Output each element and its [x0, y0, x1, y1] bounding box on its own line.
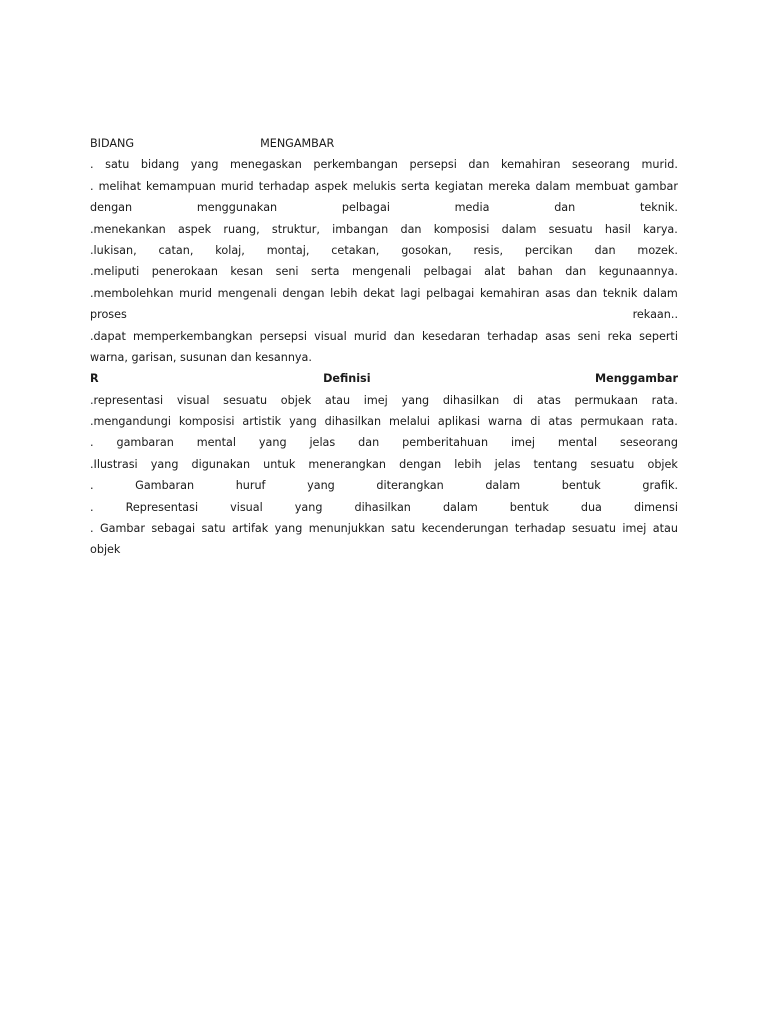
word: aplikasi	[437, 415, 481, 429]
word: Gambaran	[135, 479, 195, 493]
word: pelbagai	[423, 265, 472, 279]
word: percikan	[524, 243, 573, 257]
word: terhadap	[258, 179, 310, 193]
document-body	[90, 133, 678, 561]
word: dan	[400, 222, 422, 236]
word: artifak	[232, 522, 269, 536]
word: yang	[274, 522, 303, 536]
word: Menggambar	[595, 372, 678, 386]
word: terhadap	[514, 522, 566, 536]
word: menegaskan	[230, 158, 302, 172]
word: yang	[150, 457, 179, 471]
document-heading	[90, 133, 678, 154]
word: yang	[294, 500, 323, 514]
word: imej	[622, 522, 647, 536]
word: komposisi	[433, 222, 490, 236]
text-line	[90, 283, 678, 304]
word: menunjukkan	[308, 522, 385, 536]
word: .dapat	[90, 329, 126, 343]
word: dengan	[399, 457, 442, 471]
word: bentuk	[561, 479, 601, 493]
word: murid	[179, 286, 212, 300]
word: dan	[594, 243, 616, 257]
word: kecenderungan	[421, 522, 509, 536]
word: mental	[557, 436, 598, 450]
text-line	[90, 240, 678, 261]
word: objek	[90, 543, 121, 557]
word: dimensi	[633, 500, 678, 514]
word: imbangan	[332, 222, 389, 236]
word: kegiatan	[434, 179, 484, 193]
text-line	[90, 539, 678, 560]
word: objek	[280, 393, 312, 407]
text-line	[90, 219, 678, 240]
word: sesuatu	[590, 457, 635, 471]
word: perkembangan	[313, 158, 398, 172]
word: R	[90, 372, 99, 386]
word: kegunaannya.	[598, 265, 678, 279]
word: Gambar	[99, 522, 145, 536]
section-heading	[90, 368, 678, 389]
word: dengan	[282, 286, 325, 300]
text-line	[90, 304, 678, 325]
word: mental	[196, 436, 236, 450]
word: dalam	[501, 222, 537, 236]
word: .	[90, 500, 94, 514]
word: .menekankan	[90, 222, 166, 236]
word: mengenali	[352, 265, 412, 279]
word: sesuatu	[223, 393, 268, 407]
text-line	[90, 475, 678, 496]
word: dihasilkan	[442, 393, 500, 407]
word: dan	[358, 436, 380, 450]
word: teknik.	[639, 201, 678, 215]
word: kesannya.	[255, 350, 312, 364]
word: .mengandungi	[90, 415, 171, 429]
word: bahan	[517, 265, 553, 279]
word: ruang,	[223, 222, 260, 236]
word: atas	[548, 415, 573, 429]
word: jelas	[309, 436, 336, 450]
word: karya.	[643, 222, 678, 236]
word: serta	[401, 179, 430, 193]
word: alat	[484, 265, 506, 279]
word: warna	[488, 415, 523, 429]
text-line	[90, 326, 678, 347]
word: Definisi	[323, 372, 371, 386]
word: satu	[391, 522, 416, 536]
word: dan	[393, 329, 415, 343]
word: yang	[401, 393, 430, 407]
word: teknik	[602, 286, 638, 300]
word: dan	[565, 265, 587, 279]
word: kemahiran	[501, 158, 561, 172]
word: gambar	[634, 179, 678, 193]
word: dan	[468, 158, 490, 172]
text-line	[90, 347, 678, 368]
word: dekat	[363, 286, 395, 300]
word: bidang	[140, 158, 180, 172]
word: cetakan,	[331, 243, 380, 257]
word: atau	[652, 522, 678, 536]
word: kemampuan	[146, 179, 216, 193]
word: dan	[554, 201, 576, 215]
word: serta	[310, 265, 340, 279]
word: pelbagai	[341, 201, 390, 215]
word: kolaj,	[215, 243, 245, 257]
word: garisan,	[131, 350, 177, 364]
word: reka	[607, 329, 633, 343]
word: resis,	[473, 243, 503, 257]
word: mereka	[488, 179, 531, 193]
word: seni	[275, 265, 299, 279]
word: imej	[363, 393, 388, 407]
word: seni	[577, 329, 601, 343]
text-line	[90, 197, 678, 218]
word: hasil	[604, 222, 631, 236]
word: seseorang	[572, 158, 630, 172]
word: objek	[647, 457, 678, 471]
word: melihat	[98, 179, 141, 193]
text-line	[90, 497, 678, 518]
word: dihasilkan	[324, 415, 382, 429]
word: gosokan,	[401, 243, 452, 257]
word: menerangkan	[308, 457, 387, 471]
word: diterangkan	[376, 479, 444, 493]
word: lagi	[400, 286, 421, 300]
word: .Ilustrasi	[90, 457, 138, 471]
word: sesuatu	[548, 222, 593, 236]
word: dihasilkan	[354, 500, 411, 514]
word: montaj,	[266, 243, 310, 257]
word: huruf	[235, 479, 266, 493]
word: asas	[545, 286, 571, 300]
word: sesuatu	[572, 522, 616, 536]
word: permukaan	[574, 393, 638, 407]
word: murid.	[641, 158, 678, 172]
word: dan	[230, 350, 252, 364]
word: murid	[220, 179, 254, 193]
word: memperkembangkan	[132, 329, 253, 343]
word: rata.	[651, 393, 678, 407]
word: kemahiran	[479, 286, 540, 300]
text-line	[90, 154, 678, 175]
word: persepsi	[409, 158, 457, 172]
word: pelbagai	[426, 286, 475, 300]
word: di	[512, 393, 524, 407]
word: yang	[190, 158, 219, 172]
text-line	[90, 411, 678, 432]
word: aspek	[178, 222, 212, 236]
word: permukaan	[580, 415, 644, 429]
word: artistik	[242, 415, 282, 429]
word: mengenali	[217, 286, 277, 300]
word: satu	[201, 522, 226, 536]
word: seseorang	[620, 436, 678, 450]
word: kesan	[230, 265, 264, 279]
word: susunan	[180, 350, 227, 364]
word: bentuk	[509, 500, 549, 514]
word: satu	[105, 158, 130, 172]
word: visual	[230, 500, 263, 514]
word: dalam	[442, 500, 478, 514]
word: .lukisan,	[90, 243, 137, 257]
word: aspek	[314, 179, 348, 193]
text-line	[90, 176, 678, 197]
text-line	[90, 390, 678, 411]
word: media	[454, 201, 490, 215]
word: atau	[324, 393, 351, 407]
word: .meliputi	[90, 265, 140, 279]
text-line	[90, 432, 678, 453]
word: tentang	[533, 457, 578, 471]
heading-word-1: BIDANG	[90, 137, 135, 150]
word: lebih	[454, 457, 482, 471]
word: untuk	[263, 457, 296, 471]
word: .	[90, 436, 94, 450]
word: proses	[90, 308, 127, 322]
word: Representasi	[125, 500, 199, 514]
word: penerokaan	[151, 265, 218, 279]
word: visual	[176, 393, 210, 407]
word: melukis	[352, 179, 397, 193]
word: di	[530, 415, 541, 429]
word: rekaan..	[632, 308, 678, 322]
word: lebih	[330, 286, 358, 300]
word: rata.	[651, 415, 678, 429]
word: komposisi	[178, 415, 235, 429]
word: grafik.	[642, 479, 678, 493]
word: pemberitahuan	[402, 436, 489, 450]
word: menggunakan	[196, 201, 278, 215]
word: .	[90, 479, 94, 493]
word: imej	[510, 436, 535, 450]
word: yang	[307, 479, 335, 493]
word: mozek.	[637, 243, 678, 257]
text-line	[90, 454, 678, 475]
word: gambaran	[116, 436, 174, 450]
word: yang	[258, 436, 287, 450]
word: digunakan	[191, 457, 251, 471]
text-line	[90, 261, 678, 282]
word: .	[90, 158, 94, 172]
word: catan,	[158, 243, 194, 257]
word: .	[90, 179, 94, 193]
word: sebagai	[151, 522, 196, 536]
word: yang	[289, 415, 317, 429]
word: dalam	[535, 179, 571, 193]
word: membuat	[575, 179, 630, 193]
word: murid	[353, 329, 387, 343]
word: atas	[536, 393, 561, 407]
word: dua	[580, 500, 602, 514]
word: terhadap	[487, 329, 538, 343]
word: warna,	[90, 350, 128, 364]
word: seperti	[639, 329, 678, 343]
word: melalui	[388, 415, 431, 429]
text-line	[90, 518, 678, 539]
word: asas	[545, 329, 571, 343]
word: .representasi	[90, 393, 164, 407]
word: dalam	[643, 286, 678, 300]
word: dalam	[485, 479, 521, 493]
heading-word-2: MENGAMBAR	[260, 137, 335, 150]
word: kesedaran	[421, 329, 481, 343]
word: .membolehkan	[90, 286, 174, 300]
word: .	[90, 522, 94, 536]
word: visual	[314, 329, 347, 343]
word: persepsi	[259, 329, 307, 343]
word: struktur,	[271, 222, 320, 236]
word: dan	[576, 286, 598, 300]
word: dengan	[90, 201, 133, 215]
word: jelas	[494, 457, 521, 471]
